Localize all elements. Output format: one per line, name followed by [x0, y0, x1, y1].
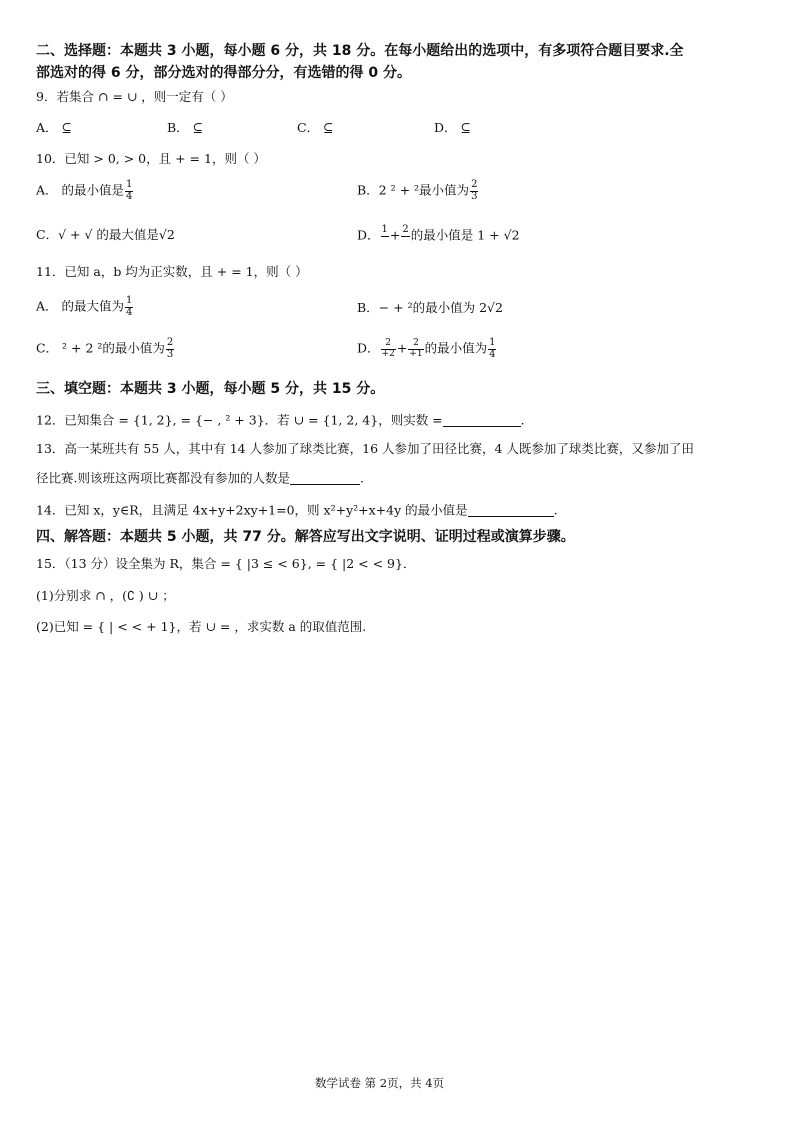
q11-option-c — [36, 338, 175, 360]
fraction: $\frac{1}{4}$ — [126, 295, 133, 318]
q15-stem: 15．（13 分）设全集为 R，集合 = { |3 ≤ < 6}, = { |2 < < 9}． — [36, 556, 416, 571]
q15-part2: (2)已知 = { | < < + 1}，若 ∪ = ，求实数 a 的取值范围. — [36, 619, 367, 634]
q11-option-d-label: D． — [357, 340, 380, 356]
q14-stem: 14．已知 x，y∈R，且满足 4x+y+2xy+1=0，则 x²+y²+x+4y 的最小值是 — [36, 502, 468, 518]
q9-option-a: A． ⊆ — [36, 120, 72, 135]
q13-line1: 13．高一某班共有 55 人，其中有 14 人参加了球类比赛，16 人参加了田径比赛，4 人既参加了球类比赛，又参加了田 — [36, 441, 694, 456]
q10-option-d-label: D． — [357, 227, 380, 243]
q11-option-d-text: 的最小值为 — [424, 340, 488, 356]
fraction: $\frac{1}{4}$ — [126, 179, 133, 202]
answer-blank[interactable] — [290, 472, 360, 485]
q10-option-b — [357, 180, 479, 202]
q11-option-d: D． $\frac{2}{+2}$ + $\frac{2}{+1}$ 的最小值为 $\frac{1}{4}$ — [357, 337, 496, 360]
q9-option-d: D． ⊆ — [434, 120, 471, 135]
q11-option-a-text: A． 的最大值为 — [36, 298, 125, 314]
q10-option-c: C．√ + √ 的最大值是√2 — [36, 227, 175, 242]
fraction: $\frac{2}{3}$ — [166, 337, 174, 360]
q10-option-a — [36, 180, 134, 202]
section2-heading-line1: 二、选择题：本题共 3 小题，每小题 6 分，共 18 分。在每小题给出的选项中，有多项符合题目要求.全 — [36, 43, 684, 59]
q10-option-a-text: A． 的最小值是 — [36, 182, 125, 198]
q10-option-b-text: B．2 ² + ²最小值为 — [357, 182, 470, 198]
page-footer: 数学试卷 第 2页，共 4页 — [315, 1076, 445, 1090]
q11-option-a — [36, 296, 134, 318]
fraction: $\frac{2}{+1}$ — [409, 338, 423, 359]
q14-text: 14．已知 x，y∈R，且满足 4x+y+2xy+1=0，则 x²+y²+x+4y 的最小值是 . — [36, 502, 558, 518]
fraction: 2 — [402, 224, 409, 235]
q11-stem: 11．已知 a，b 均为正实数，且 + = 1，则（ ） — [36, 264, 308, 279]
section3-heading: 三、填空题：本题共 3 小题，每小题 5 分，共 15 分。 — [36, 381, 385, 397]
answer-blank[interactable] — [443, 414, 521, 427]
q12-stem: 12．已知集合 = {1, 2}, = {− , ² + 3}．若 ∪ = {1, 2, 4}，则实数 = — [36, 412, 443, 428]
q13-stem: 径比赛.则该班这两项比赛都没有参加的人数是 — [36, 470, 290, 486]
q11-option-b: B．− + ²的最小值为 2√2 — [357, 300, 503, 315]
section4-heading: 四、解答题：本题共 5 小题，共 77 分。解答应写出文字说明、证明过程或演算步骤。 — [36, 529, 575, 545]
fraction: 1 — [381, 224, 388, 235]
q9-option-b: B． ⊆ — [167, 120, 204, 135]
fraction: $\frac{2}{+2}$ — [381, 338, 395, 359]
q13-line2: 径比赛.则该班这两项比赛都没有参加的人数是 . — [36, 470, 364, 486]
section2-heading-line2: 部选对的得 6 分，部分选对的得部分分，有选错的得 0 分。 — [36, 65, 411, 81]
q9-stem: 9．若集合 ∩ = ∪ ，则一定有（ ） — [36, 89, 233, 104]
q15-part1: (1)分别求 ∩ ，(∁ ) ∪ ； — [36, 588, 175, 603]
fraction: $\frac{1}{4}$ — [489, 337, 496, 360]
fraction: $\frac{2}{3}$ — [471, 179, 478, 202]
q9-option-c: C． ⊆ — [297, 120, 334, 135]
q10-option-d-text: 的最小值是 1 + √2 — [410, 227, 520, 243]
q11-option-c-text: C． ² + 2 ²的最小值为 — [36, 340, 165, 356]
answer-blank[interactable] — [468, 504, 554, 517]
q10-stem: 10．已知 > 0, > 0，且 + = 1，则（ ） — [36, 151, 266, 166]
q12-text: 12．已知集合 = {1, 2}, = {− , ² + 3}．若 ∪ = {1, 2, 4}，则实数 = . — [36, 412, 525, 428]
q10-option-d: D． 1 + 2 的最小值是 1 + √2 — [357, 225, 520, 247]
